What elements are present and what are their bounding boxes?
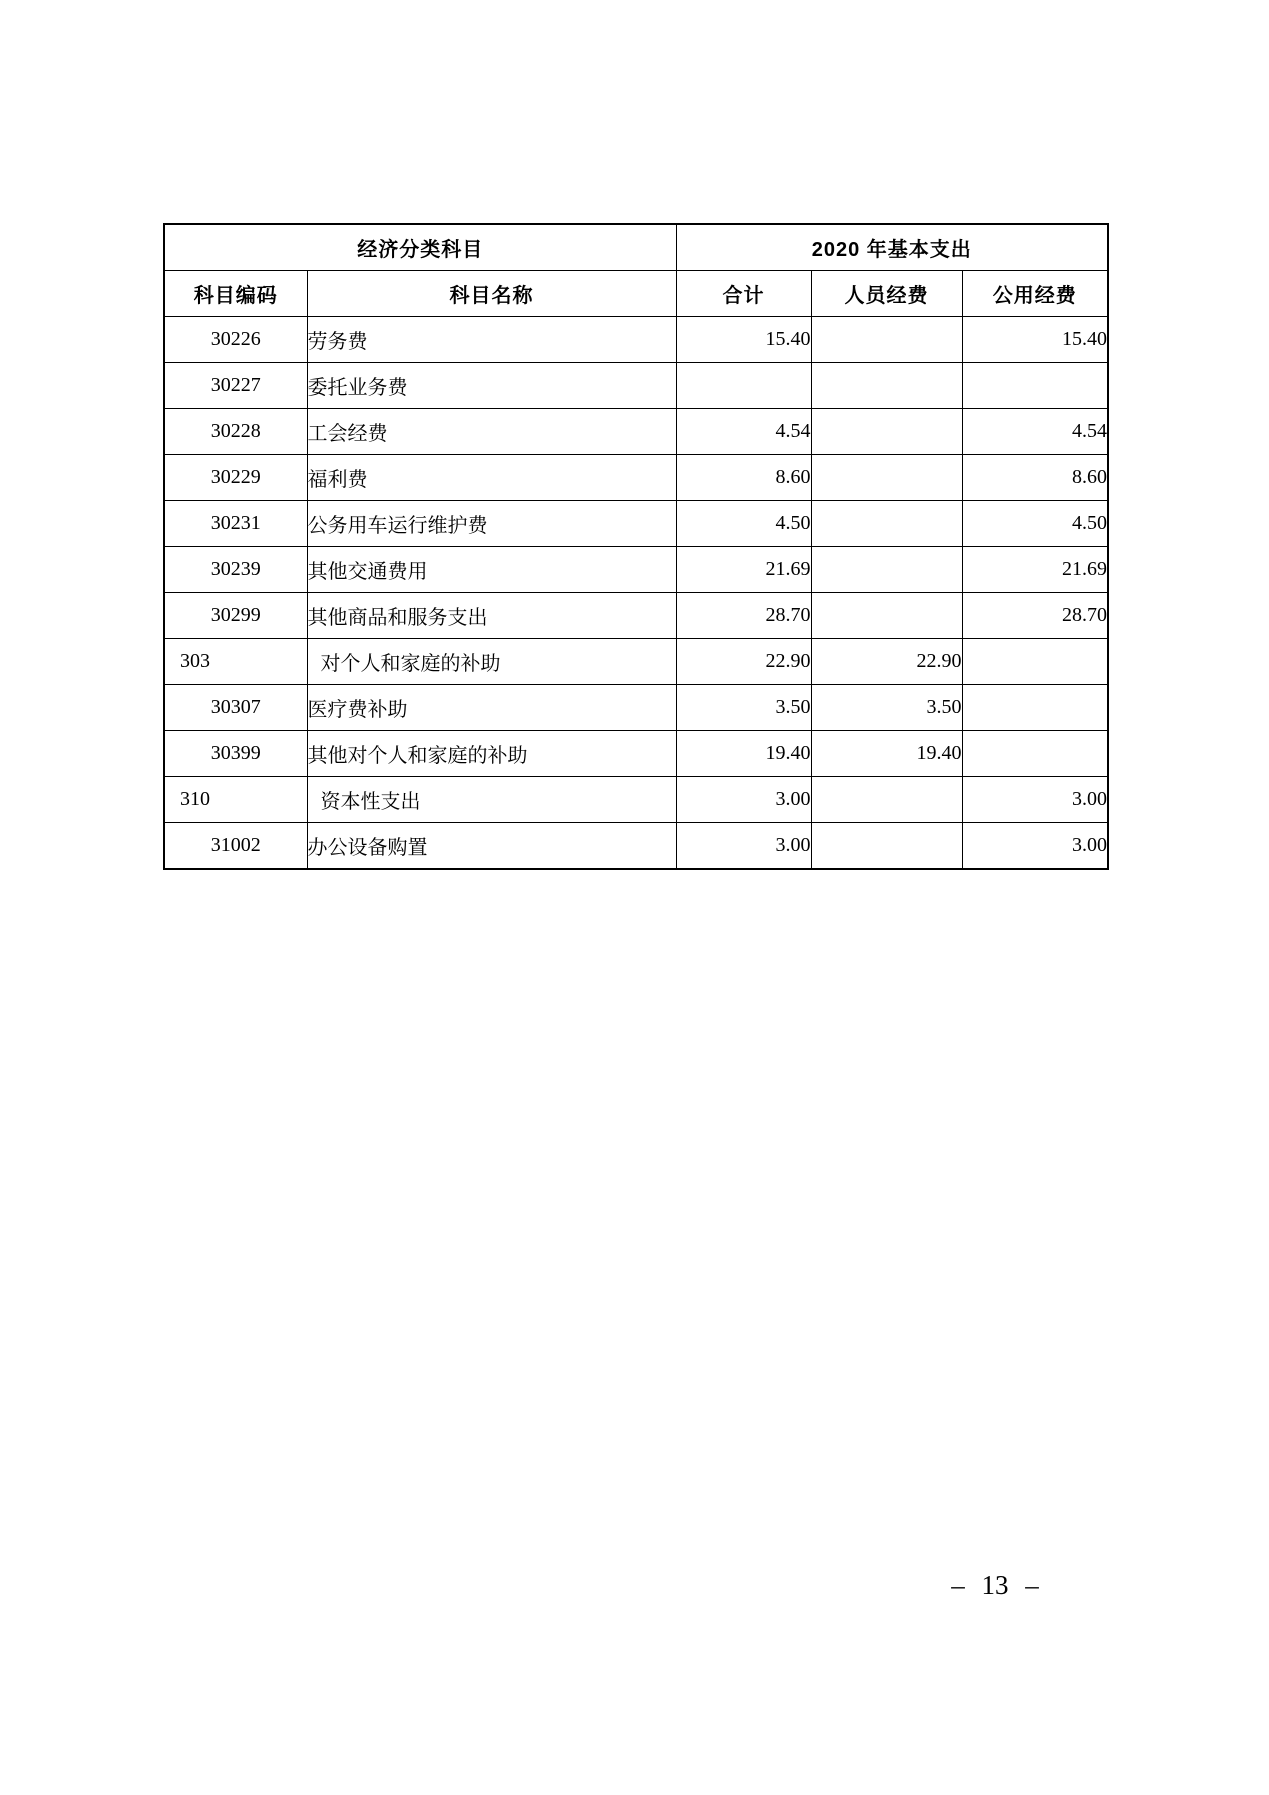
public-expense-cell — [962, 639, 1108, 685]
subject-code-cell: 30226 — [164, 317, 307, 363]
personnel-expense-cell: 19.40 — [811, 731, 962, 777]
subject-code-cell: 30299 — [164, 593, 307, 639]
personnel-expense-cell — [811, 823, 962, 870]
public-expense-cell: 3.00 — [962, 823, 1108, 870]
total-cell: 4.50 — [676, 501, 811, 547]
col-header-total: 合计 — [676, 271, 811, 317]
public-expense-cell: 4.54 — [962, 409, 1108, 455]
table-row — [164, 547, 1108, 593]
col-header-subject-name: 科目名称 — [307, 271, 676, 317]
total-cell — [676, 363, 811, 409]
personnel-expense-cell — [811, 363, 962, 409]
total-cell: 21.69 — [676, 547, 811, 593]
personnel-expense-cell — [811, 777, 962, 823]
subject-code-cell: 31002 — [164, 823, 307, 870]
public-expense-cell — [962, 363, 1108, 409]
group-header-row — [164, 224, 1108, 271]
table-row — [164, 639, 1108, 685]
table-row — [164, 731, 1108, 777]
public-expense-cell: 3.00 — [962, 777, 1108, 823]
subject-code-cell: 303 — [164, 639, 307, 685]
col-header-personnel-expense: 人员经费 — [811, 271, 962, 317]
personnel-expense-cell — [811, 317, 962, 363]
personnel-expense-cell: 3.50 — [811, 685, 962, 731]
personnel-expense-cell — [811, 409, 962, 455]
subject-code-cell: 30227 — [164, 363, 307, 409]
page-number: – 13 – — [951, 1570, 1039, 1600]
total-cell: 4.54 — [676, 409, 811, 455]
table-row — [164, 363, 1108, 409]
subject-code-cell: 30231 — [164, 501, 307, 547]
table-row — [164, 455, 1108, 501]
table-row — [164, 777, 1108, 823]
subject-code-cell: 30399 — [164, 731, 307, 777]
subject-name-cell: 资本性支出 — [307, 777, 676, 823]
table-row — [164, 685, 1108, 731]
personnel-expense-cell — [811, 593, 962, 639]
personnel-expense-cell — [811, 547, 962, 593]
total-cell: 8.60 — [676, 455, 811, 501]
header-2020-basic-expenditure: 2020 年基本支出 — [676, 224, 1108, 271]
table-row — [164, 409, 1108, 455]
personnel-expense-cell: 22.90 — [811, 639, 962, 685]
subject-code-cell: 310 — [164, 777, 307, 823]
total-cell: 22.90 — [676, 639, 811, 685]
subject-name-cell: 其他对个人和家庭的补助 — [307, 731, 676, 777]
subject-code-cell: 30239 — [164, 547, 307, 593]
personnel-expense-cell — [811, 455, 962, 501]
subject-name-cell: 其他商品和服务支出 — [307, 593, 676, 639]
subject-name-cell: 医疗费补助 — [307, 685, 676, 731]
table-row — [164, 823, 1108, 870]
col-header-public-expense: 公用经费 — [962, 271, 1108, 317]
subject-name-cell: 工会经费 — [307, 409, 676, 455]
subject-name-cell: 公务用车运行维护费 — [307, 501, 676, 547]
total-cell: 3.00 — [676, 823, 811, 870]
subject-name-cell: 劳务费 — [307, 317, 676, 363]
total-cell: 3.50 — [676, 685, 811, 731]
public-expense-cell: 21.69 — [962, 547, 1108, 593]
total-cell: 15.40 — [676, 317, 811, 363]
table-row — [164, 593, 1108, 639]
subject-code-cell: 30228 — [164, 409, 307, 455]
column-header-row — [164, 271, 1108, 317]
total-cell: 19.40 — [676, 731, 811, 777]
subject-code-cell: 30229 — [164, 455, 307, 501]
col-header-subject-code: 科目编码 — [164, 271, 307, 317]
subject-name-cell: 对个人和家庭的补助 — [307, 639, 676, 685]
subject-name-cell: 委托业务费 — [307, 363, 676, 409]
total-cell: 28.70 — [676, 593, 811, 639]
header-economic-classification: 经济分类科目 — [164, 224, 676, 271]
public-expense-cell: 28.70 — [962, 593, 1108, 639]
public-expense-cell: 4.50 — [962, 501, 1108, 547]
public-expense-cell — [962, 685, 1108, 731]
subject-name-cell: 福利费 — [307, 455, 676, 501]
subject-name-cell: 办公设备购置 — [307, 823, 676, 870]
personnel-expense-cell — [811, 501, 962, 547]
table-row — [164, 317, 1108, 363]
public-expense-cell — [962, 731, 1108, 777]
public-expense-cell: 15.40 — [962, 317, 1108, 363]
subject-name-cell: 其他交通费用 — [307, 547, 676, 593]
public-expense-cell: 8.60 — [962, 455, 1108, 501]
total-cell: 3.00 — [676, 777, 811, 823]
budget-table — [163, 223, 1109, 870]
subject-code-cell: 30307 — [164, 685, 307, 731]
table-row — [164, 501, 1108, 547]
